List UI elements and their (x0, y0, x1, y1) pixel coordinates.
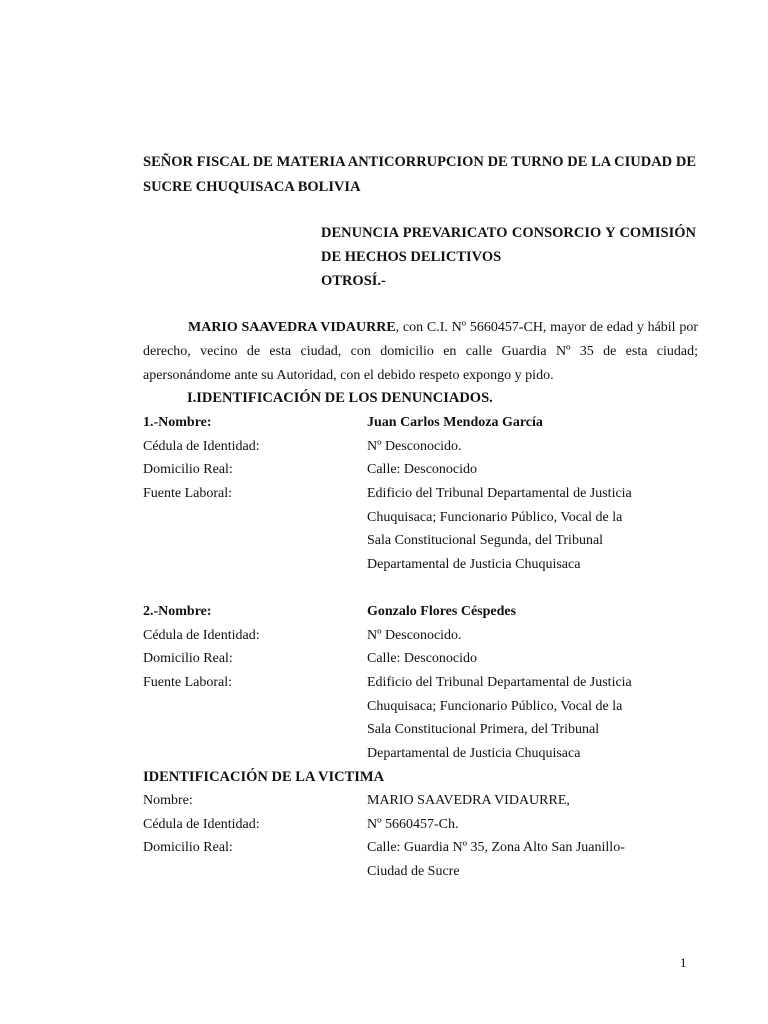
accused-2-work-line: Departamental de Justicia Chuquisaca (367, 745, 581, 761)
victim-domicile-line: Calle: Guardia Nº 35, Zona Alto San Juanillo- (367, 840, 625, 855)
accused-2-domicile: Calle: Desconocido (367, 651, 478, 666)
accused-2-name: Gonzalo Flores Céspedes (367, 604, 517, 619)
victim-domicile (367, 836, 687, 883)
page-number: 1 (680, 955, 687, 970)
section-1-title: I.IDENTIFICACIÓN DE LOS DENUNCIADOS. (187, 390, 493, 406)
accused-1-name-label: 1.-Nombre: (143, 415, 212, 430)
accused-1-work-line: Chuquisaca; Funcionario Público, Vocal de la (367, 509, 623, 525)
accused-2-name-label: 2.-Nombre: (143, 604, 212, 619)
intro-text: , con C.I. Nº 5660457-CH, mayor de edad y hábil por derecho, vecino de esta ciudad, con domicilio en calle Guardia Nº 35 de esta ciudad; apersonándome ante su Autoridad, con el debido respeto expongo y pido. (143, 320, 698, 383)
accused-2-work-line: Sala Constitucional Primera, del Tribunal (367, 722, 600, 737)
accused-1-work (367, 482, 687, 576)
section-2-title: IDENTIFICACIÓN DE LA VICTIMA (143, 769, 385, 785)
accused-1-domicile: Calle: Desconocido (367, 462, 478, 477)
accused-1-ci: Nº Desconocido. (367, 439, 462, 454)
victim-ci: Nº 5660457-Ch. (367, 817, 459, 832)
accused-2-work-label: Fuente Laboral: (143, 675, 233, 690)
accused-1-work-line: Edificio del Tribunal Departamental de Justicia (367, 486, 632, 501)
victim-domicile-label: Domicilio Real: (143, 840, 233, 855)
accused-2-work-line: Edificio del Tribunal Departamental de Justicia (367, 675, 632, 690)
reference-line-2: OTROSÍ.- (321, 273, 386, 289)
victim-ci-label: Cédula de Identidad: (143, 817, 260, 832)
accused-1-work-line: Sala Constitucional Segunda, del Tribunal (367, 533, 604, 548)
accused-1-work-line: Departamental de Justicia Chuquisaca (367, 556, 581, 572)
victim-name: MARIO SAAVEDRA VIDAURRE, (367, 793, 570, 808)
accused-2-domicile-label: Domicilio Real: (143, 651, 233, 666)
victim-name-label: Nombre: (143, 793, 193, 808)
addressee-heading: SEÑOR FISCAL DE MATERIA ANTICORRUPCION DE TURNO DE LA CIUDAD DE SUCRE CHUQUISACA BOLIVIA (143, 154, 696, 195)
accused-1-work-label: Fuente Laboral: (143, 486, 233, 501)
accused-2-work (367, 671, 687, 765)
complainant-name: MARIO SAAVEDRA VIDAURRE (188, 320, 396, 335)
accused-2-ci-label: Cédula de Identidad: (143, 628, 260, 643)
reference-line-1: DENUNCIA PREVARICATO CONSORCIO Y COMISIÓN DE HECHOS DELICTIVOS (321, 225, 696, 265)
intro-paragraph (143, 316, 698, 388)
accused-1-ci-label: Cédula de Identidad: (143, 439, 260, 454)
accused-1-domicile-label: Domicilio Real: (143, 462, 233, 477)
accused-2-ci: Nº Desconocido. (367, 628, 462, 643)
accused-1-name: Juan Carlos Mendoza García (367, 415, 543, 430)
reference-block (321, 221, 696, 293)
accused-2-work-line: Chuquisaca; Funcionario Público, Vocal de la (367, 698, 623, 714)
victim-domicile-line: Ciudad de Sucre (367, 863, 460, 879)
